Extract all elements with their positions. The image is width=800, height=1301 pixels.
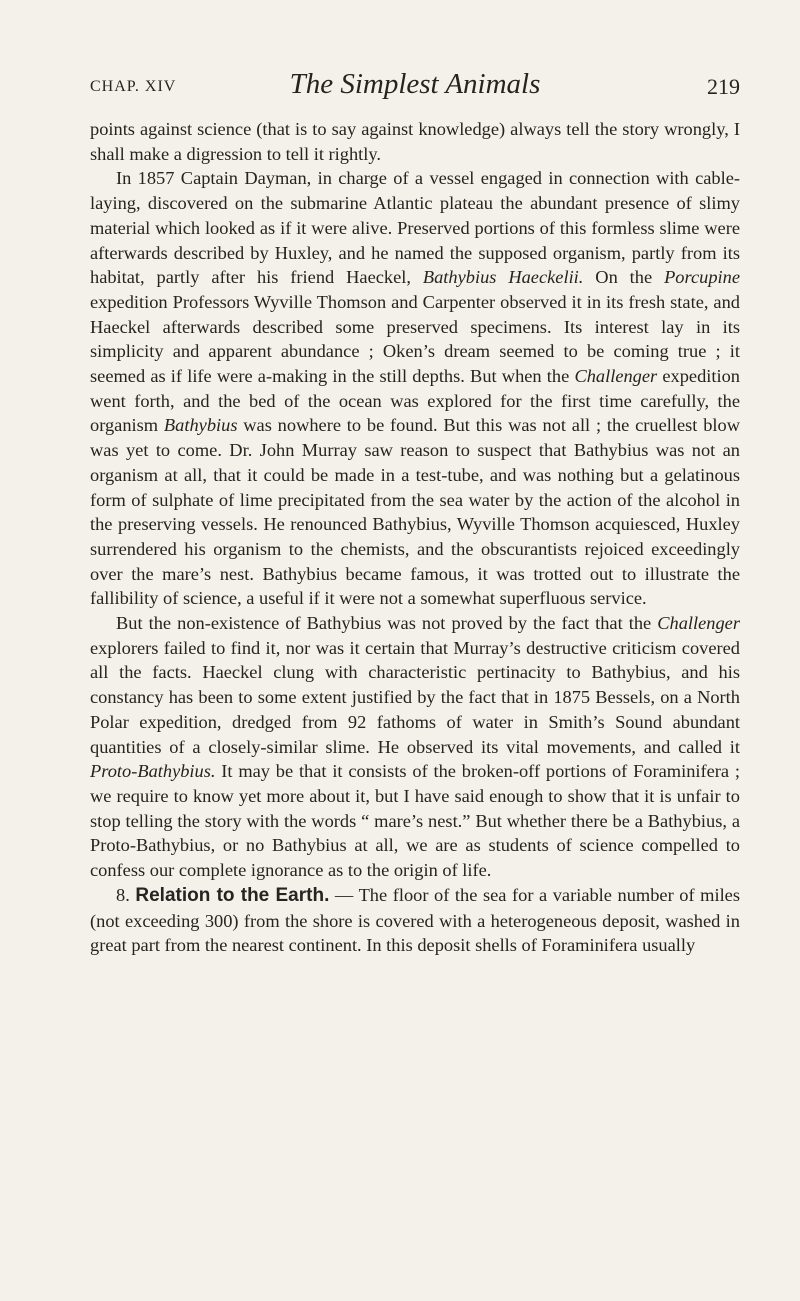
- p3-text-a: But the non-existence of Bathybius was not proved by the fact that the: [116, 613, 658, 634]
- p2-italic-challenger: Challenger: [574, 366, 658, 387]
- paragraph-3: [90, 611, 740, 883]
- paragraph-1-text: points against science (that is to say against knowledge) always tell the story wrongly, I shall make a digression to tell it rightly.: [90, 119, 740, 164]
- page-number: 219: [707, 74, 740, 99]
- p3-italic-challenger: Challenger: [657, 613, 740, 634]
- p3-text-c: It may be that it consists of the broken-off portions of Foraminifera ; we require to know yet more about it, but I have said enough to show that it is unfair to stop telling the story with the words “ mare’s nest.” But whether there be a Bathybius, a Proto-Bathybius, or no Bathybius at all, we are as students of science compelled to confess our complete ignorance as to the origin of life.: [90, 761, 740, 881]
- p2-text-b: On the: [583, 267, 665, 288]
- p2-italic-bathybius-haeckelii: Bathybius Haeckelii.: [422, 267, 584, 288]
- paragraph-1: [90, 117, 740, 166]
- p2-text-e: was nowhere to be found. But this was not all ; the cruellest blow was yet to come. Dr. John Murray saw reason to suspect that Bathybius was not an organism at all, that it could be made in a test-tube, and was nothing but a gelatinous form of sulphate of lime precipitated from the sea water by the action of the alcohol in the preserving vessels. He renounced Bathybius, Wyville Thomson acquiesced, Huxley surrendered his organism to the chemists, and the obscurantists rejoiced exceedingly over the mare’s nest. Bathybius became famous, it was trotted out to illustrate the fallibility of science, a useful if it were not a somewhat superfluous service.: [90, 415, 740, 609]
- chapter-label: CHAP. XIV: [90, 78, 177, 95]
- p4-text: The floor of the sea for a variable number of miles (not exceeding 300) from the shore is covered with a heterogeneous deposit, washed in great part from the nearest continent. In this deposit shells of Foraminifera usually: [90, 884, 740, 956]
- section-dash: —: [329, 884, 359, 905]
- paragraph-2: [90, 166, 740, 611]
- p2-italic-bathybius: Bathybius: [163, 415, 238, 436]
- p3-italic-proto-bathybius: Proto-Bathybius.: [90, 761, 216, 782]
- running-title: The Simplest Animals: [289, 68, 541, 100]
- p2-italic-porcupine: Porcupine: [664, 267, 740, 288]
- p2-text-c: expedition Professors Wyville Thomson and Carpenter observed it in its fresh state, and Haeckel afterwards described some preserved specimens. Its interest lay in its simplicity and apparent abundance ; Oken’s dream seemed to be coming true ; it seemed as if life were a-making in the still depths. But when the: [90, 291, 740, 387]
- running-header: [90, 68, 740, 108]
- section-number: 8.: [116, 884, 130, 905]
- p2-text-a: In 1857 Captain Dayman, in charge of a vessel engaged in connection with cable-laying, discovered on the submarine Atlantic plateau the abundant presence of slimy material which looked as if it were alive. Preserved portions of this formless slime were afterwards described by Huxley, and he named the supposed organism, partly from its habitat, partly after his friend Haeckel,: [90, 168, 740, 288]
- paragraph-4: [90, 883, 740, 958]
- body-text: [90, 117, 740, 958]
- section-heading: Relation to the Earth.: [135, 884, 330, 906]
- p3-text-b: explorers failed to find it, nor was it certain that Murray’s destructive criticism covered all the facts. Haeckel clung with characteristic pertinacity to Bathybius, and his constancy has been to some extent justified by the fact that in 1875 Bessels, on a North Polar expedition, dredged from 92 fathoms of water in Smith’s Sound abundant quantities of a closely-similar slime. He observed its vital movements, and called it: [90, 637, 740, 757]
- p2-text-d: expedition went forth, and the bed of the ocean was explored for the first time carefully, the organism: [90, 366, 740, 436]
